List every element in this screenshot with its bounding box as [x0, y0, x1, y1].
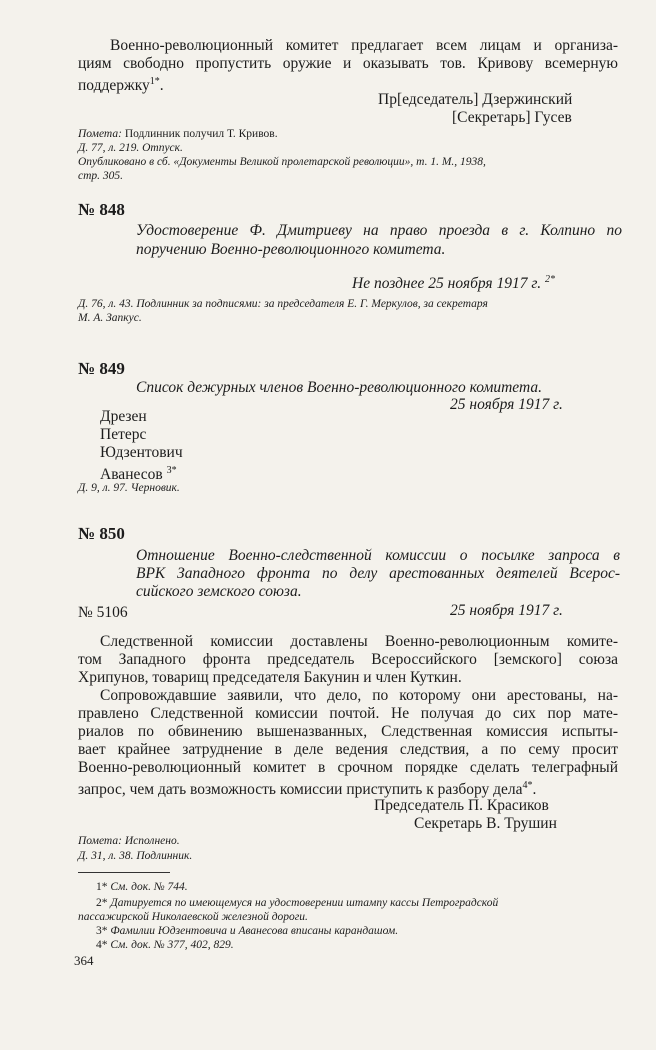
duty-member-name: Юдзентович [100, 444, 183, 461]
doc-849-date: 25 ноября 1917 г. [450, 396, 563, 413]
doc-850-p2-line-5: Военно-революционный комитет в срочном порядке сделать телеграфный [78, 759, 618, 776]
footnote-ref-3: 3* [166, 465, 177, 476]
doc-848-archive-line-2: М. А. Запкус. [78, 312, 142, 324]
doc-848-title-line-2: поручению Военно-революционного комитета. [136, 241, 446, 258]
duty-member-name: Аванесов $^{3*}$ [100, 465, 177, 484]
doc-850-title-line-1: Отношение Военно-следственной комиссии о посылке запроса в [136, 547, 620, 564]
footnote-2-line-2: пассажирской Николаевской железной дороги. [78, 911, 308, 923]
signature-secretary: [Секретарь] Гусев [452, 109, 572, 126]
doc-850-signature-chairman: Председатель П. Красиков [374, 797, 549, 814]
top-paragraph-line-1: Военно-революционный комитет предлагает всем лицам и организа- [110, 37, 618, 54]
footnote-4: 4* См. док. № 377, 402, 829. [96, 939, 234, 951]
footnote-ref-2: 2* [544, 274, 555, 285]
doc-850-outgoing-number: № 5106 [78, 604, 128, 621]
note-line: Помета: Подлинник получил Т. Кривов. [78, 128, 278, 140]
footnote-2: 2* Датируется по имеющемуся на удостоверении штампу кассы Петроградской [96, 897, 499, 909]
published-line-1: Опубликовано в сб. «Документы Великой пролетарской революции», т. 1. М., 1938, [78, 156, 486, 168]
page-number: 364 [74, 953, 94, 968]
doc-850-date: 25 ноября 1917 г. [450, 602, 563, 619]
doc-850-signature-secretary: Секретарь В. Трушин [414, 815, 557, 832]
doc-848-title-line-1: Удостоверение Ф. Дмитриеву на право проезда в г. Колпино по [136, 222, 622, 239]
footnote-1: 1* См. док. № 744. [96, 881, 188, 893]
doc-850-p2-line-3: риалов по обвинению вышеназванных, Следственная комиссия испыты- [78, 723, 618, 740]
doc-850-title-line-3: сийского земского союза. [136, 583, 302, 600]
published-line-2: стр. 305. [78, 170, 124, 182]
doc-849-archive: Д. 9, л. 97. Черновик. [78, 482, 180, 494]
doc-849-title: Список дежурных членов Военно-революционного комитета. [136, 379, 542, 396]
duty-member-name: Петерс [100, 426, 147, 443]
doc-850-p1-line-1: Следственной комиссии доставлены Военно-революционным комите- [100, 633, 618, 650]
footnote-3: 3* Фамилии Юдзентовича и Аванесова вписаны карандашом. [96, 925, 399, 937]
footnote-divider [78, 872, 170, 873]
doc-850-number: № 850 [78, 524, 125, 543]
doc-850-title-line-2: ВРК Западного фронта по делу арестованных деятелей Всерос- [136, 565, 620, 582]
footnote-ref-4: 4* [522, 780, 533, 791]
doc-850-p2-line-2: правлено Следственной комиссии почтой. Не получая до сих пор мате- [78, 705, 618, 722]
doc-850-note: Помета: Исполнено. [78, 835, 180, 847]
doc-848-number: № 848 [78, 200, 125, 219]
doc-850-p1-line-2: том Западного фронта председатель Всероссийского [земского] союза [78, 651, 618, 668]
doc-850-p2-line-1: Сопровождавшие заявили, что дело, по которому они арестованы, на- [100, 687, 618, 704]
doc-848-archive-line-1: Д. 76, л. 43. Подлинник за подписями: за председателя Е. Г. Меркулов, за секретаря [78, 298, 488, 310]
signature-chairman: Пр[едседатель] Дзержинский [378, 91, 573, 108]
doc-850-p2-line-4: вает крайнее затруднение в деле ведения следствия, а по сему просит [78, 741, 618, 758]
doc-850-p2-line-6: запрос, чем дать возможность комиссии приступить к разбору дела$^{4*}$. [78, 780, 537, 799]
doc-850-archive: Д. 31, л. 38. Подлинник. [78, 850, 193, 862]
footnote-ref-1: 1* [149, 76, 160, 87]
archive-ref: Д. 77, л. 219. Отпуск. [78, 142, 183, 154]
doc-848-date: Не позднее 25 ноября 1917 г. $^{2*}$ [352, 274, 555, 293]
duty-member-name: Дрезен [100, 408, 147, 425]
top-paragraph-line-2: циям свободно пропустить оружие и оказывать тов. Кривову всемерную [78, 55, 618, 72]
doc-850-p1-line-3: Хрипунов, товарищ председателя Бакунин и член Куткин. [78, 669, 462, 686]
doc-849-number: № 849 [78, 359, 125, 378]
top-paragraph-line-3: поддержку$^{1*}$. [78, 76, 164, 95]
